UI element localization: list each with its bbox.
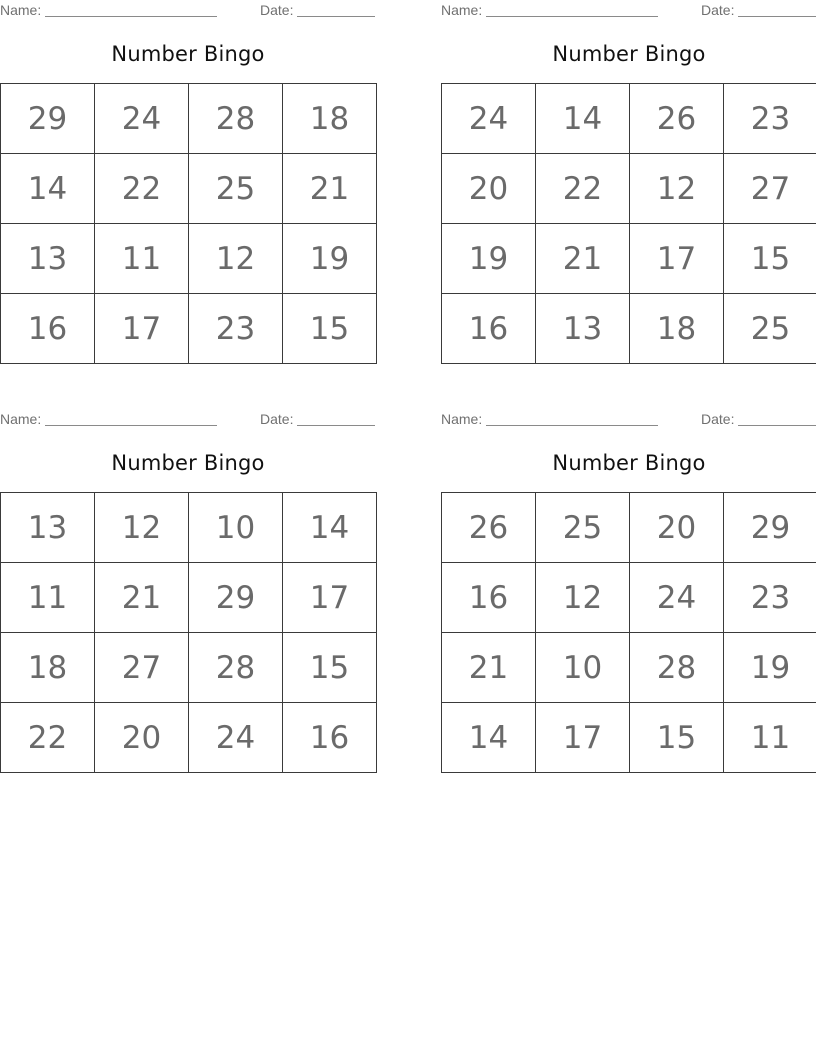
bingo-cell[interactable]: 28 [630, 633, 724, 703]
bingo-cell[interactable]: 11 [724, 703, 816, 773]
grid-row [442, 154, 816, 224]
bingo-cell[interactable]: 24 [189, 703, 283, 773]
grid-row [442, 703, 816, 773]
bingo-cell[interactable]: 15 [630, 703, 724, 773]
bingo-cell[interactable]: 24 [442, 84, 536, 154]
grid-row [1, 294, 377, 364]
bingo-cell[interactable]: 22 [1, 703, 95, 773]
bingo-cell[interactable]: 18 [1, 633, 95, 703]
bingo-cell[interactable]: 14 [283, 493, 377, 563]
grid-row [1, 84, 377, 154]
name-date-header [441, 0, 816, 22]
bingo-cell[interactable]: 24 [95, 84, 189, 154]
date-field[interactable] [738, 16, 816, 17]
bingo-cell[interactable]: 12 [536, 563, 630, 633]
bingo-cell[interactable]: 25 [536, 493, 630, 563]
date-field[interactable] [297, 16, 375, 17]
name-field[interactable] [486, 16, 658, 17]
bingo-cell[interactable]: 15 [724, 224, 816, 294]
grid-row [1, 703, 377, 773]
bingo-cell[interactable]: 22 [95, 154, 189, 224]
bingo-cell[interactable]: 13 [536, 294, 630, 364]
bingo-grid [441, 83, 816, 364]
bingo-cell[interactable]: 12 [630, 154, 724, 224]
bingo-cell[interactable]: 29 [189, 563, 283, 633]
grid-row [442, 84, 816, 154]
bingo-cell[interactable]: 19 [442, 224, 536, 294]
bingo-cell[interactable]: 19 [724, 633, 816, 703]
bingo-cell[interactable]: 21 [95, 563, 189, 633]
bingo-cell[interactable]: 23 [724, 84, 816, 154]
bingo-grid [0, 492, 377, 773]
bingo-cell[interactable]: 16 [442, 563, 536, 633]
bingo-cell[interactable]: 20 [442, 154, 536, 224]
grid-row [1, 633, 377, 703]
bingo-cell[interactable]: 29 [724, 493, 816, 563]
name-field[interactable] [45, 425, 217, 426]
bingo-cell[interactable]: 25 [724, 294, 816, 364]
bingo-cell[interactable]: 22 [536, 154, 630, 224]
bingo-cell[interactable]: 18 [630, 294, 724, 364]
bingo-cell[interactable]: 16 [442, 294, 536, 364]
bingo-cell[interactable]: 26 [442, 493, 536, 563]
bingo-cell[interactable]: 13 [1, 493, 95, 563]
name-label: Name: [441, 2, 483, 18]
name-label: Name: [0, 411, 42, 427]
bingo-grid [0, 83, 377, 364]
bingo-cell[interactable]: 21 [283, 154, 377, 224]
grid-row [442, 493, 816, 563]
grid-row [1, 224, 377, 294]
bingo-cell[interactable]: 21 [442, 633, 536, 703]
name-field[interactable] [486, 425, 658, 426]
bingo-cell[interactable]: 28 [189, 84, 283, 154]
bingo-cell[interactable]: 29 [1, 84, 95, 154]
bingo-cell[interactable]: 20 [95, 703, 189, 773]
bingo-cell[interactable]: 10 [189, 493, 283, 563]
grid-row [442, 633, 816, 703]
bingo-cell[interactable]: 14 [1, 154, 95, 224]
card-title: Number Bingo [552, 451, 706, 475]
card-title: Number Bingo [111, 42, 265, 66]
bingo-cell[interactable]: 11 [1, 563, 95, 633]
date-field[interactable] [297, 425, 375, 426]
bingo-cell[interactable]: 17 [283, 563, 377, 633]
bingo-cell[interactable]: 15 [283, 633, 377, 703]
name-field[interactable] [45, 16, 217, 17]
grid-row [1, 493, 377, 563]
bingo-cell[interactable]: 10 [536, 633, 630, 703]
bingo-cell[interactable]: 17 [536, 703, 630, 773]
bingo-cell[interactable]: 17 [630, 224, 724, 294]
bingo-cell[interactable]: 11 [95, 224, 189, 294]
bingo-cell[interactable]: 18 [283, 84, 377, 154]
name-date-header [0, 0, 376, 22]
date-field[interactable] [738, 425, 816, 426]
bingo-cell[interactable]: 25 [189, 154, 283, 224]
card-title: Number Bingo [111, 451, 265, 475]
grid-row [442, 294, 816, 364]
bingo-cell[interactable]: 24 [630, 563, 724, 633]
bingo-cell[interactable]: 27 [95, 633, 189, 703]
bingo-cell[interactable]: 19 [283, 224, 377, 294]
date-label: Date: [701, 411, 735, 427]
bingo-cell[interactable]: 23 [189, 294, 283, 364]
name-date-header [441, 409, 816, 431]
bingo-cell[interactable]: 23 [724, 563, 816, 633]
bingo-cell[interactable]: 14 [536, 84, 630, 154]
card-title: Number Bingo [552, 42, 706, 66]
grid-row [442, 224, 816, 294]
bingo-cell[interactable]: 14 [442, 703, 536, 773]
name-label: Name: [441, 411, 483, 427]
bingo-cell[interactable]: 12 [189, 224, 283, 294]
bingo-cell[interactable]: 20 [630, 493, 724, 563]
bingo-cell[interactable]: 12 [95, 493, 189, 563]
bingo-cell[interactable]: 26 [630, 84, 724, 154]
bingo-cell[interactable]: 16 [1, 294, 95, 364]
date-label: Date: [260, 411, 294, 427]
bingo-cell[interactable]: 27 [724, 154, 816, 224]
bingo-cell[interactable]: 28 [189, 633, 283, 703]
date-label: Date: [701, 2, 735, 18]
bingo-cell[interactable]: 13 [1, 224, 95, 294]
grid-row [1, 154, 377, 224]
name-label: Name: [0, 2, 42, 18]
bingo-cell[interactable]: 16 [283, 703, 377, 773]
grid-row [442, 563, 816, 633]
name-date-header [0, 409, 376, 431]
bingo-grid [441, 492, 816, 773]
grid-row [1, 563, 377, 633]
bingo-cell[interactable]: 17 [95, 294, 189, 364]
bingo-cell[interactable]: 15 [283, 294, 377, 364]
bingo-cell[interactable]: 21 [536, 224, 630, 294]
date-label: Date: [260, 2, 294, 18]
